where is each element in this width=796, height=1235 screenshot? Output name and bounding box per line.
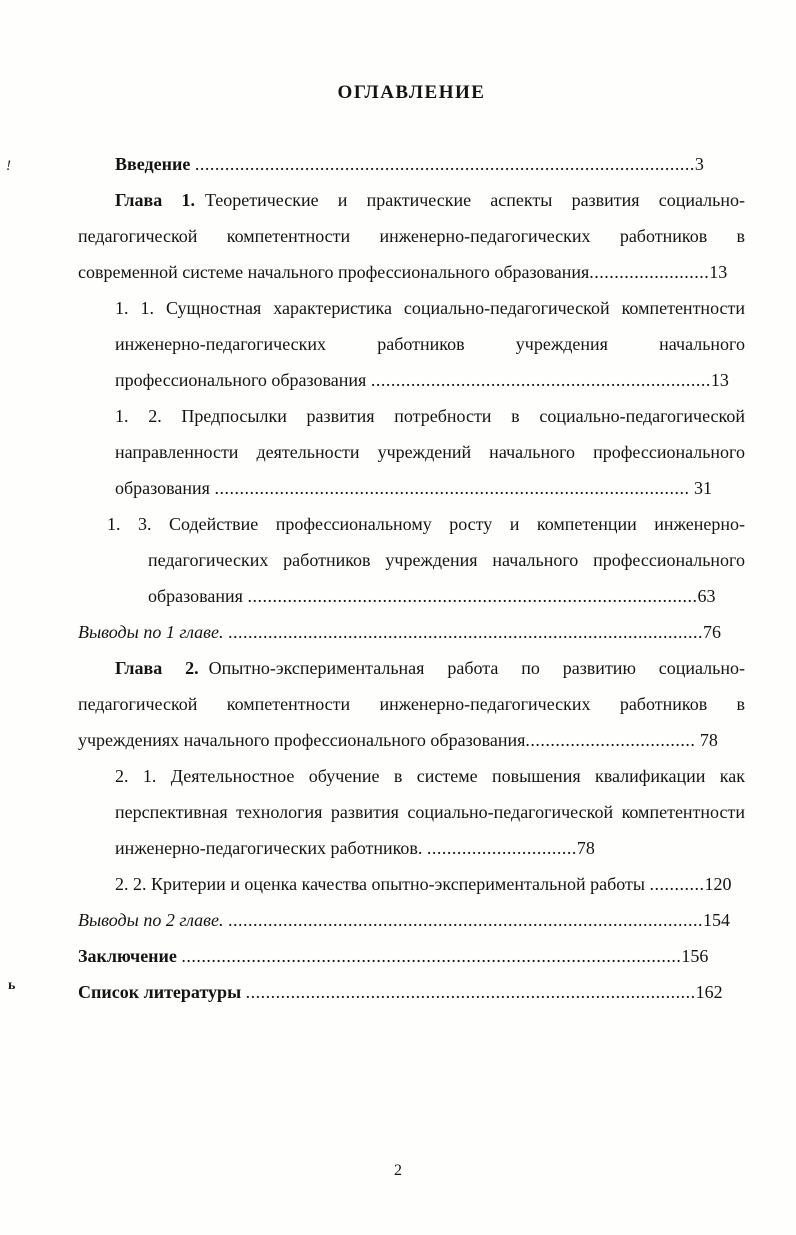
dot-leader: ........... bbox=[649, 874, 705, 894]
dot-leader: ........................ bbox=[589, 262, 710, 282]
entry-text: Опытно-экспериментальная работа по развитию социально-педагогической компетентности инженерно-педагогических работников в учреждениях начального профессионального образования bbox=[78, 658, 745, 750]
toc-entry-chapter-2 bbox=[78, 650, 745, 758]
entry-label: Заключение bbox=[78, 946, 182, 966]
dot-leader: .............................. bbox=[426, 838, 577, 858]
toc-entry-2-2 bbox=[115, 866, 745, 902]
page-ref: 3 bbox=[694, 154, 704, 174]
entry-label: Глава 2. bbox=[115, 658, 199, 678]
entry-label: Список литературы bbox=[78, 982, 246, 1002]
page-ref: 63 bbox=[697, 586, 716, 606]
page-ref: 13 bbox=[709, 262, 728, 282]
page-ref: 78 bbox=[576, 838, 595, 858]
dot-leader: ............................................................................................... bbox=[214, 478, 690, 498]
toc-entry-bibliography bbox=[78, 974, 745, 1010]
toc-entry-conclusion bbox=[78, 938, 745, 974]
entry-text: 1. 1. Сущностная характеристика социально-педагогической компетентности инженерно-педагогических работников учреждения начального профессионального образования bbox=[115, 298, 745, 390]
toc-entry-2-1 bbox=[115, 758, 745, 866]
dot-leader: .................................................................... bbox=[370, 370, 711, 390]
page-title: ОГЛАВЛЕНИЕ bbox=[337, 82, 486, 103]
page-ref: 156 bbox=[681, 946, 709, 966]
entry-text: 2. 2. Критерии и оценка качества опытно-экспериментальной работы bbox=[115, 874, 650, 894]
page-number: 2 bbox=[394, 1162, 402, 1179]
entry-text: Выводы по 2 главе. bbox=[78, 910, 228, 930]
entry-text: 1. 3. Содействие профессиональному росту и компетенции инженерно-педагогических работников учреждения начального профессионального образования bbox=[107, 514, 745, 606]
toc-entry-chapter-1 bbox=[78, 182, 745, 290]
entry-text: 1. 2. Предпосылки развития потребности в социально-педагогической направленности деятельности учреждений начального профессионального образования bbox=[115, 406, 745, 498]
page-ref: 78 bbox=[695, 730, 718, 750]
toc-content bbox=[78, 0, 745, 1010]
scan-artifact: ь bbox=[8, 978, 16, 993]
entry-text: Выводы по 1 главе. bbox=[78, 622, 228, 642]
toc-entry-1-2 bbox=[115, 398, 745, 506]
toc-entry-1-1 bbox=[115, 290, 745, 398]
page-ref: 13 bbox=[710, 370, 729, 390]
dot-leader: ............................................................................................... bbox=[227, 910, 703, 930]
entry-text: Теоретические и практические аспекты развития социально-педагогической компетентности инженерно-педагогических работников в современной системе начального профессионального образования bbox=[78, 190, 745, 282]
page-ref: 120 bbox=[704, 874, 732, 894]
entry-label: Глава 1. bbox=[115, 190, 195, 210]
toc-entry-1-3 bbox=[107, 506, 745, 614]
toc-entry-conclusions-chapter-2 bbox=[78, 902, 745, 938]
dot-leader: .......................................................................................... bbox=[247, 586, 698, 606]
dot-leader: .................................................................................................... bbox=[194, 154, 695, 174]
toc-entry-introduction bbox=[78, 146, 745, 182]
dot-leader: .................................................................................................... bbox=[181, 946, 682, 966]
page-ref: 162 bbox=[695, 982, 723, 1002]
table-of-contents bbox=[78, 146, 745, 1010]
page-ref: 76 bbox=[702, 622, 721, 642]
dot-leader: .................................. bbox=[525, 730, 696, 750]
entry-text: 2. 1. Деятельностное обучение в системе повышения квалификации как перспективная технология развития социально-педагогической компетентности инженерно-педагогических работников. bbox=[115, 766, 745, 858]
entry-label: Введение bbox=[115, 154, 195, 174]
toc-entry-conclusions-chapter-1 bbox=[78, 614, 745, 650]
page-ref: 154 bbox=[702, 910, 730, 930]
page-ref: 31 bbox=[689, 478, 712, 498]
dot-leader: .......................................................................................... bbox=[245, 982, 696, 1002]
scan-artifact: ! bbox=[6, 158, 11, 174]
dot-leader: ............................................................................................... bbox=[227, 622, 703, 642]
